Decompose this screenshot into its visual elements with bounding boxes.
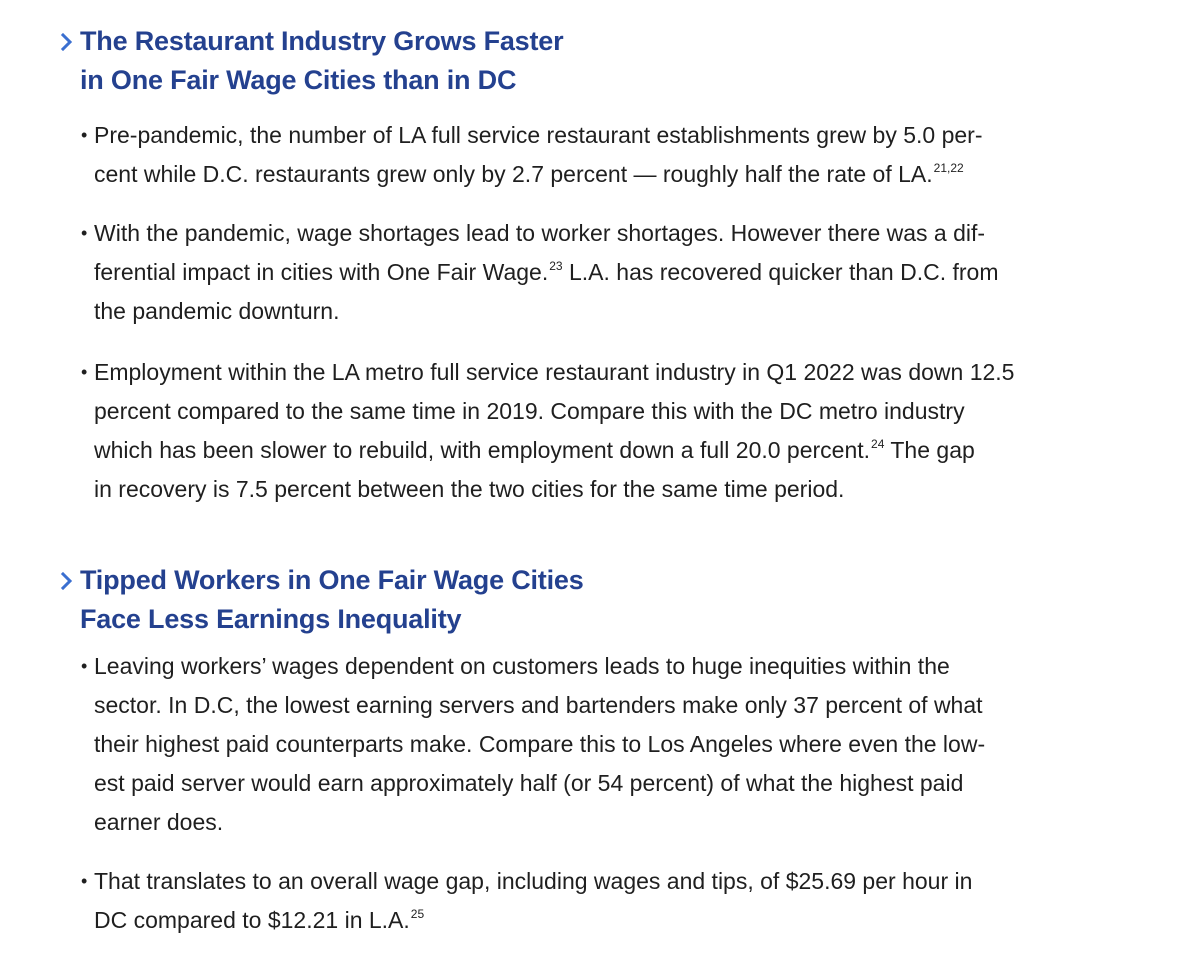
text-line: With the pandemic, wage shortages lead to worker shortages. However there was a dif- [94,220,986,246]
text-line: That translates to an overall wage gap, including wages and tips, of $25.69 per hour in [94,868,973,894]
bullet-item [0,353,1200,509]
text-line: est paid server would earn approximately half (or 54 percent) of what the highest paid [94,770,964,796]
footnote-ref: 24 [871,437,885,451]
bullet-dot: • [81,656,88,676]
text-line: DC compared to $12.21 in L.A.$^{25}$ [94,907,425,933]
text-line: which has been slower to rebuild, with employment down a full 20.0 percent.$^{24}$ The gap [94,437,975,463]
chevron-right-icon [58,33,76,51]
bullet-list [0,647,1200,940]
text-line: the pandemic downturn. [94,298,340,324]
text-line: ferential impact in cities with One Fair Wage.$^{23}$ L.A. has recovered quicker than D.C. from [94,259,999,285]
heading-line: The Restaurant Industry Grows Faster [80,26,564,56]
text-line: in recovery is 7.5 percent between the two cities for the same time period. [94,476,845,502]
text-line: Pre-pandemic, the number of LA full service restaurant establishments grew by 5.0 per- [94,122,983,148]
heading-line: Face Less Earnings Inequality [80,604,462,634]
section-earnings-inequality [0,561,1200,940]
text-line: Employment within the LA metro full service restaurant industry in Q1 2022 was down 12.5 [94,359,1015,385]
text-line: sector. In D.C, the lowest earning servers and bartenders make only 37 percent of what [94,692,983,718]
heading-line: Tipped Workers in One Fair Wage Cities [80,565,584,595]
bullet-list [0,116,1200,509]
chevron-right-icon [58,572,76,590]
section-heading [0,22,1200,100]
text-line: their highest paid counterparts make. Compare this to Los Angeles where even the low- [94,731,986,757]
bullet-dot: • [81,223,88,243]
text-line: cent while D.C. restaurants grew only by 2.7 percent — roughly half the rate of LA.$^{21,22}$ [94,161,964,187]
section-restaurant-growth [0,22,1200,509]
text-line: Leaving workers’ wages dependent on customers leads to huge inequities within the [94,653,950,679]
bullet-dot: • [81,125,88,145]
bullet-item [0,116,1200,194]
bullet-item [0,214,1200,331]
bullet-item [0,647,1200,842]
footnote-ref: 23 [549,259,563,273]
text-line: earner does. [94,809,224,835]
bullet-dot: • [81,362,88,382]
section-heading [0,561,1200,639]
footnote-ref: 25 [410,907,425,921]
footnote-ref: 21,22 [933,161,964,175]
heading-line: in One Fair Wage Cities than in DC [80,65,517,95]
bullet-item [0,862,1200,940]
text-line: percent compared to the same time in 2019. Compare this with the DC metro industry [94,398,965,424]
bullet-dot: • [81,871,88,891]
